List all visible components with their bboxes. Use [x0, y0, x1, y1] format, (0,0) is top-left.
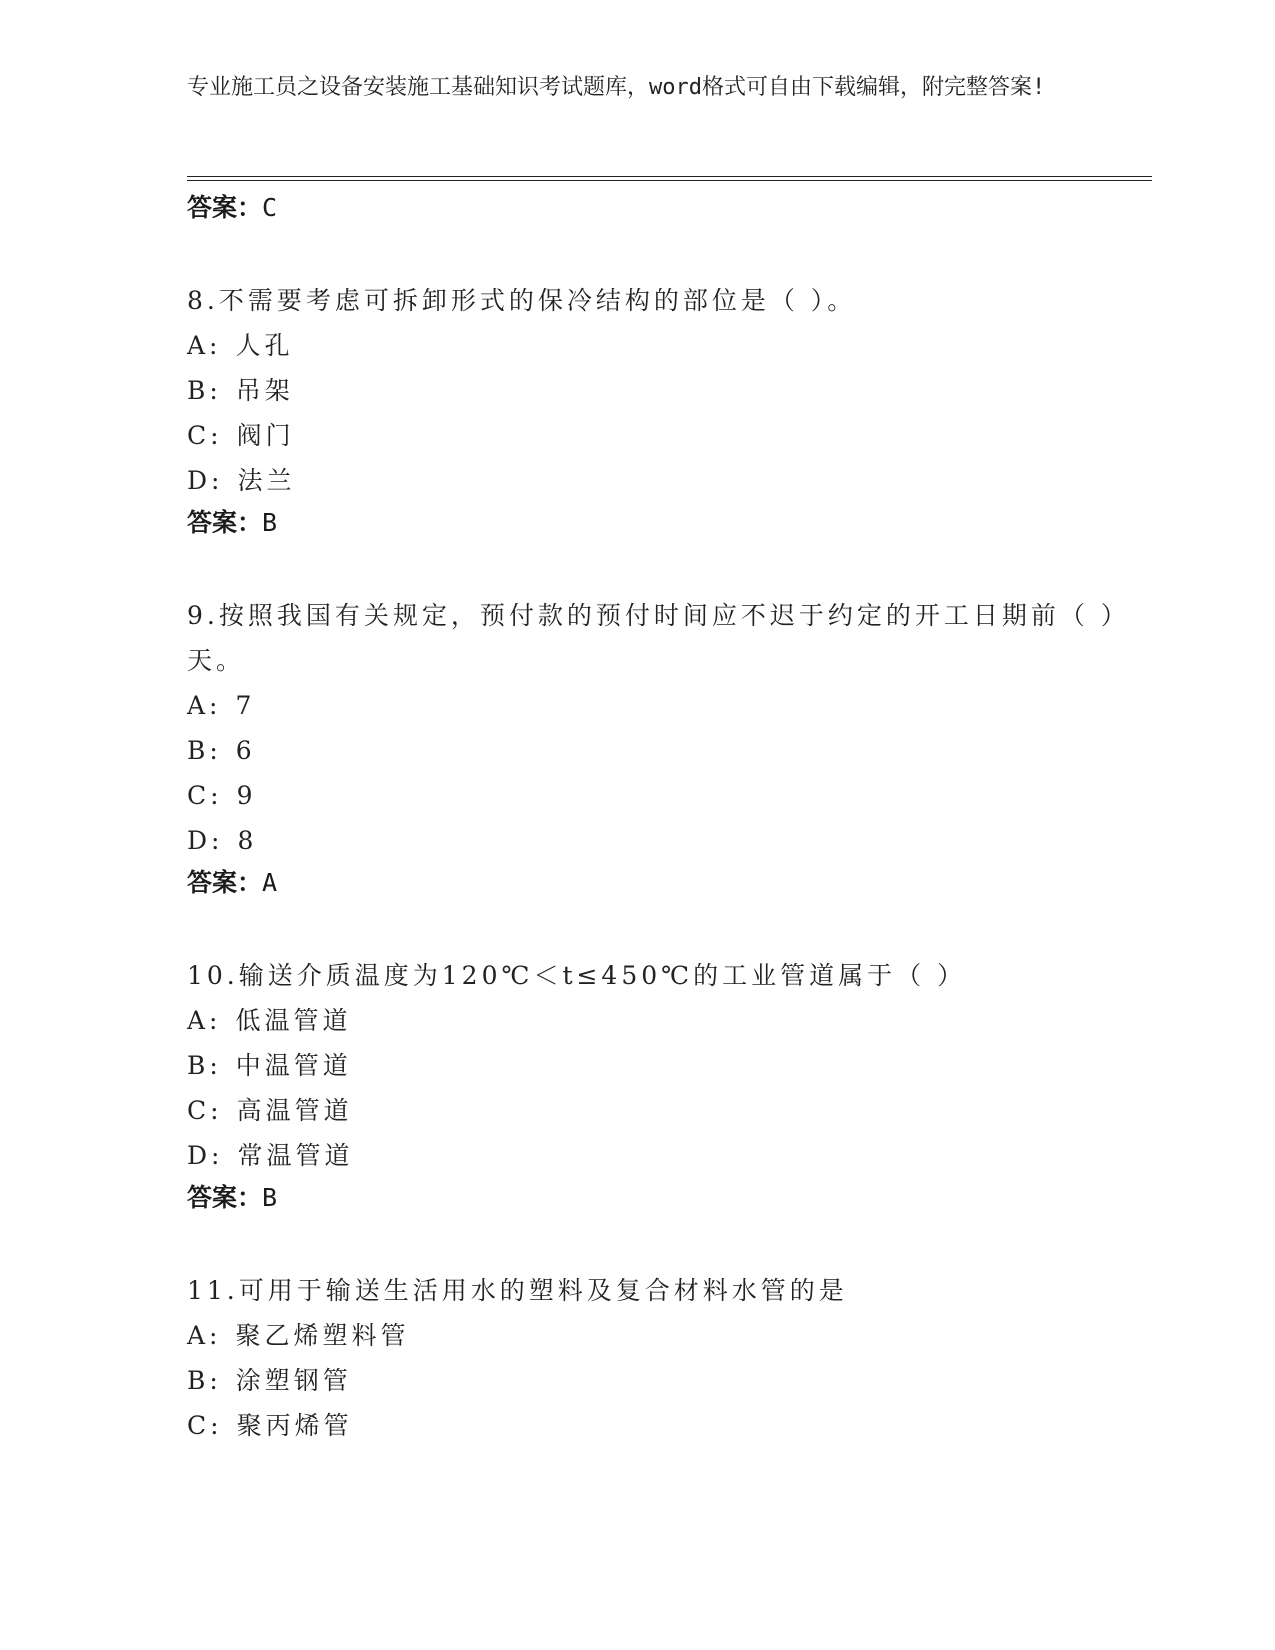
option-key: C:	[187, 781, 223, 810]
answer-value: C	[262, 193, 278, 222]
option-key: A:	[187, 1006, 222, 1035]
option-value: 低温管道	[235, 1006, 352, 1035]
option-d	[187, 818, 1152, 863]
answer-value: B	[262, 1183, 278, 1212]
option-a	[187, 1313, 1152, 1358]
question-9	[187, 593, 1152, 903]
option-value: 人孔	[235, 331, 294, 360]
option-b	[187, 1043, 1152, 1088]
option-key: A:	[187, 691, 222, 720]
option-key: C:	[187, 1411, 223, 1440]
option-value: 中温管道	[235, 1051, 352, 1080]
option-key: B:	[187, 1051, 222, 1080]
answer-value: B	[262, 508, 278, 537]
question-text: 11.可用于输送生活用水的塑料及复合材料水管的是	[187, 1276, 848, 1305]
option-key: C:	[187, 421, 223, 450]
option-a	[187, 998, 1152, 1043]
answer-label: 答案：	[187, 868, 263, 897]
answer-line	[187, 1178, 1152, 1218]
answer-label: 答案：	[187, 193, 263, 222]
option-a	[187, 683, 1152, 728]
option-value: 法兰	[237, 466, 296, 495]
option-key: D:	[187, 1141, 224, 1170]
option-b	[187, 368, 1152, 413]
option-value: 常温管道	[237, 1141, 354, 1170]
option-c	[187, 773, 1152, 818]
option-c	[187, 413, 1152, 458]
option-d	[187, 458, 1152, 503]
option-key: B:	[187, 376, 222, 405]
answer-label: 答案：	[187, 508, 263, 537]
option-d	[187, 1133, 1152, 1178]
option-value: 阀门	[236, 421, 295, 450]
answer-label: 答案：	[187, 1183, 263, 1212]
option-key: A:	[187, 1321, 222, 1350]
option-value: 聚乙烯塑料管	[235, 1321, 410, 1350]
option-b	[187, 728, 1152, 773]
question-11	[187, 1268, 1152, 1448]
question-text: 8.不需要考虑可拆卸形式的保冷结构的部位是（ ）。	[187, 286, 857, 315]
option-value: 6	[235, 736, 256, 765]
option-key: D:	[187, 466, 224, 495]
option-c	[187, 1403, 1152, 1448]
answer-line	[187, 188, 1152, 228]
option-value: 吊架	[235, 376, 294, 405]
option-key: B:	[187, 736, 222, 765]
option-key: B:	[187, 1366, 222, 1395]
option-b	[187, 1358, 1152, 1403]
answer-line	[187, 503, 1152, 543]
header-description: 专业施工员之设备安装施工基础知识考试题库，word格式可自由下载编辑，附完整答案!	[187, 75, 1046, 100]
option-value: 高温管道	[236, 1096, 353, 1125]
option-value: 7	[235, 691, 256, 720]
question-10	[187, 953, 1152, 1218]
question-text: 9.按照我国有关规定，预付款的预付时间应不迟于约定的开工日期前（ ）天。	[187, 601, 1130, 675]
option-value: 9	[236, 781, 257, 810]
option-key: D:	[187, 826, 224, 855]
answer-value: A	[262, 868, 278, 897]
question-list	[187, 188, 1152, 1448]
option-a	[187, 323, 1152, 368]
header-divider	[187, 176, 1152, 181]
option-value: 涂塑钢管	[235, 1366, 352, 1395]
option-value: 8	[237, 826, 258, 855]
option-key: A:	[187, 331, 222, 360]
question-text: 10.输送介质温度为120℃＜t≤450℃的工业管道属于（ ）	[187, 961, 967, 990]
option-value: 聚丙烯管	[236, 1411, 353, 1440]
option-key: C:	[187, 1096, 223, 1125]
question-8	[187, 278, 1152, 543]
answer-line	[187, 863, 1152, 903]
option-c	[187, 1088, 1152, 1133]
